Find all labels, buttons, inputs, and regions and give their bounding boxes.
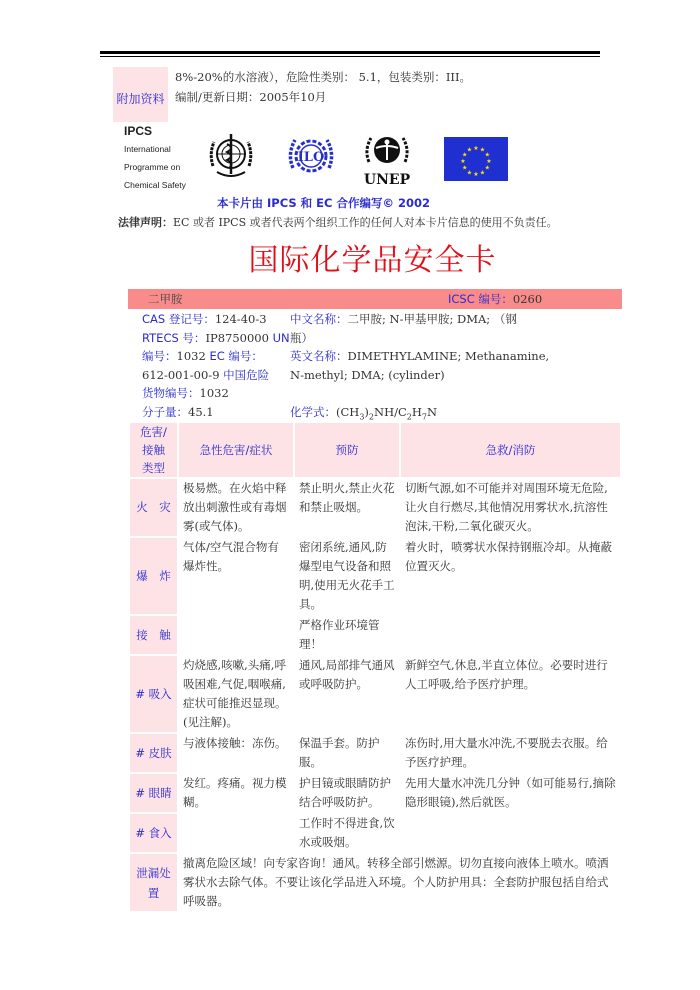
row-prevention: 保温手套。防护服。 (299, 736, 380, 769)
additional-info-label-text: 附加资料 (116, 91, 165, 106)
header-rule (100, 51, 600, 54)
eu-star-icon: ★ (486, 158, 492, 165)
table-row (130, 656, 620, 732)
ilo-logo-icon (285, 130, 337, 182)
formula-part: ) (364, 404, 369, 419)
legal-text: EC 或者 IPCS 或者代表两个组织工作的任何人对本卡片信息的使用不负责任。 (173, 216, 558, 229)
spill-label: 泄漏处置 (130, 854, 177, 911)
legal-label: 法律声明： (118, 216, 173, 229)
cn-name-value: 二甲胺; N-甲基甲胺; DMA; （钢 (347, 312, 517, 326)
row-symptoms: 发红。疼痛。视力模糊。 (183, 776, 287, 809)
eu-star-icon: ★ (466, 169, 473, 177)
header-type: 危害/接触类型 (130, 423, 177, 477)
additional-info-label (113, 67, 168, 122)
who-logo-icon (205, 130, 257, 182)
eu-star-icon: ★ (473, 171, 479, 178)
credit-line: 本卡片由 IPCS 和 EC 合作编写© 2002 (217, 196, 430, 210)
row-symptoms: 灼烧感,咳嗽,头痛,呼吸困难,气促,咽喉痛,症状可能推迟显现。(见注解)。 (183, 658, 287, 729)
formula-sub: 2 (406, 411, 412, 421)
row-symptoms: 与液体接触：冻伤。 (183, 736, 287, 750)
table-row (130, 479, 620, 536)
ec-value: 612-001-00-9 (142, 367, 220, 382)
hazard-table (128, 421, 622, 913)
eu-star-icon: ★ (466, 146, 473, 154)
cn-hazard-label: 中国危险 (223, 367, 270, 382)
cn-name-value-cont: 瓶） (290, 330, 313, 345)
formula-value (336, 405, 437, 419)
unep-logo-icon (362, 130, 412, 188)
ec-label: EC 编号： (209, 349, 263, 363)
ipcs-line: Chemical Safety (124, 180, 186, 190)
table-row (130, 814, 620, 852)
chemical-name-bar (128, 289, 622, 309)
row-symptoms (179, 814, 293, 852)
formula-part: H (411, 404, 422, 419)
table-row (130, 734, 620, 772)
row-first-aid (401, 814, 620, 852)
cn-name-label: 中文名称： (290, 312, 348, 326)
eu-star-icon: ★ (473, 145, 479, 152)
eu-star-icon: ★ (460, 158, 466, 165)
un-value: 1032 (176, 349, 206, 363)
cas-value: 124-40-3 (214, 312, 267, 326)
formula (290, 403, 590, 422)
header-symptoms: 急性危害/症状 (179, 423, 293, 477)
un-label-cont: 编号： (142, 349, 177, 363)
row-type: # 眼睛 (130, 774, 177, 812)
unep-logo-text: UNEP (363, 172, 411, 188)
molecular-weight-label: 分子量： (142, 404, 188, 419)
formula-sub: 3 (359, 411, 365, 421)
row-type: # 食入 (130, 814, 177, 852)
row-first-aid: 切断气源,如不可能并对周围环境无危险,让火自行燃尽,其他情况用雾状水,抗溶性泡沫,干粉,二氧化碳灭火。 (405, 481, 608, 533)
table-row (130, 538, 620, 614)
legal-notice (118, 214, 558, 230)
additional-info-line: 8%-20%的水溶液），危险性类别： 5.1，包装类别：III。 (175, 70, 472, 84)
formula-sub: 7 (421, 411, 427, 421)
row-type: # 吸入 (130, 656, 177, 732)
row-first-aid: 新鲜空气,休息,半直立体位。必要时进行人工呼吸,给予医疗护理。 (405, 658, 608, 691)
eu-star-icon: ★ (479, 169, 486, 177)
ipcs-block (124, 124, 186, 194)
icsc-label: ICSC 编号： (448, 292, 513, 306)
row-type: # 皮肤 (130, 734, 177, 772)
eu-star-icon: ★ (462, 164, 468, 172)
formula-part: (CH (336, 404, 360, 419)
cn-hazard-label-cont: 货物编号： (142, 386, 200, 400)
row-prevention: 密闭系统,通风,防爆型电气设备和照明,使用无火花手工具。 (299, 540, 395, 611)
eu-star-icon: ★ (484, 151, 490, 159)
eu-star-icon: ★ (484, 164, 490, 172)
eu-flag-icon (444, 137, 508, 181)
spill-text: 撤离危险区域！向专家咨询！通风。转移全部引燃源。切勿直接向液体上喷水。喷洒雾状水去除气体。不要让该化学品进入环境。个人防护用具：全套防护服包括自给式呼吸器。 (183, 856, 609, 908)
header-rule-thin (100, 56, 600, 57)
ipcs-line: Programme on (124, 162, 181, 172)
formula-label: 化学式： (290, 404, 336, 419)
identifiers-left (142, 310, 290, 421)
ilo-logo-text: ILO (297, 150, 325, 165)
additional-info-text (175, 67, 471, 107)
row-first-aid: 先用大量水冲洗几分钟（如可能易行,摘除隐形眼镜),然后就医。 (405, 776, 616, 809)
rtecs-label: RTECS 号： (142, 330, 206, 345)
ipcs-line: International (124, 144, 171, 154)
row-prevention: 严格作业环境管理！ (299, 618, 380, 651)
row-prevention: 工作时不得进食,饮水或吸烟。 (299, 816, 395, 849)
cn-hazard-value: 1032 (199, 386, 229, 400)
row-first-aid: 着火时，喷雾状水保持钢瓶冷却。从掩蔽位置灭火。 (405, 540, 612, 573)
row-symptoms: 气体/空气混合物有爆炸性。 (183, 540, 279, 573)
row-prevention: 通风,局部排气通风或呼吸防护。 (299, 658, 395, 691)
eu-star-icon: ★ (462, 151, 468, 159)
row-symptoms (179, 616, 293, 654)
eu-star-icon: ★ (479, 146, 486, 154)
header-prevention: 预防 (295, 423, 399, 477)
table-row (130, 616, 620, 654)
row-first-aid (401, 616, 620, 654)
row-type: 火 灾 (130, 479, 177, 536)
table-row (130, 774, 620, 812)
ipcs-title: IPCS (124, 124, 153, 138)
un-label: UN (272, 330, 290, 345)
formula-part: NH/C (374, 404, 407, 419)
identifiers-right (290, 310, 590, 421)
icsc-value: 0260 (512, 292, 543, 306)
row-type: 接 触 (130, 616, 177, 654)
en-name-value: DIMETHYLAMINE; Methanamine, (347, 349, 550, 363)
molecular-weight-value: 45.1 (188, 404, 214, 419)
row-symptoms: 极易燃。在火焰中释放出刺激性或有毒烟雾(或气体)。 (183, 481, 287, 533)
page-title: 国际化学品安全卡 (248, 243, 497, 278)
formula-sub: 2 (368, 411, 375, 421)
table-header-row (130, 423, 620, 477)
chemical-name: 二甲胺 (148, 292, 183, 306)
additional-info-line: 编制/更新日期：2005年10月 (175, 90, 327, 104)
icsc-number (448, 291, 542, 307)
formula-part: N (427, 404, 438, 419)
row-type: 爆 炸 (130, 538, 177, 614)
en-name-value-cont: N-methyl; DMA; (cylinder) (290, 367, 445, 382)
row-prevention: 禁止明火,禁止火花和禁止吸烟。 (299, 481, 395, 514)
cas-label: CAS 登记号： (142, 312, 215, 326)
row-first-aid: 冻伤时,用大量水冲洗,不要脱去衣服。给予医疗护理。 (405, 736, 608, 769)
spill-row (130, 854, 620, 911)
row-prevention: 护目镜或眼睛防护结合呼吸防护。 (299, 776, 391, 809)
rtecs-value: IP8750000 (205, 330, 269, 345)
en-name-label: 英文名称： (290, 349, 348, 363)
header-first-aid: 急救/消防 (401, 423, 620, 477)
